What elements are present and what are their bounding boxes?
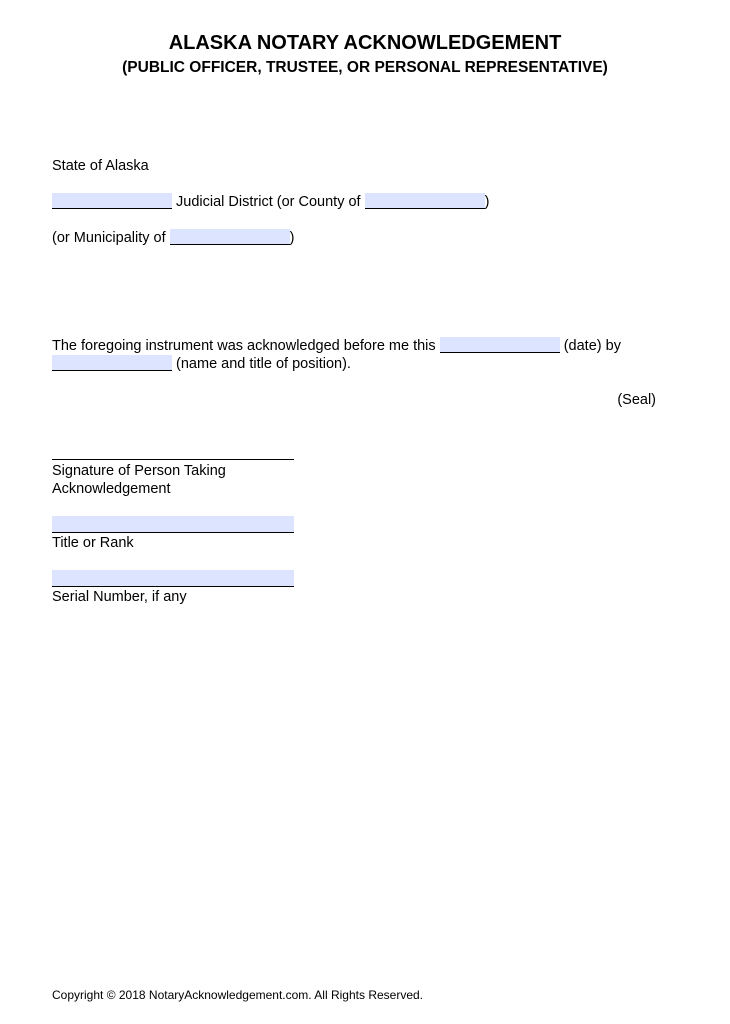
judicial-district-label: Judicial District (or County of bbox=[176, 194, 361, 210]
municipality-field[interactable] bbox=[170, 229, 290, 245]
date-label: (date) by bbox=[563, 338, 621, 354]
copyright-footer: Copyright © 2018 NotaryAcknowledgement.com. All Rights Reserved. bbox=[52, 988, 424, 1002]
state-label: State of Alaska bbox=[52, 158, 149, 174]
page-subtitle: (PUBLIC OFFICER, TRUSTEE, OR PERSONAL REPRESENTATIVE) bbox=[122, 59, 608, 76]
judicial-district-field[interactable] bbox=[52, 193, 172, 209]
name-title-field[interactable] bbox=[52, 355, 172, 371]
name-title-label: (name and title of position). bbox=[176, 356, 351, 372]
signature-line[interactable] bbox=[52, 459, 294, 460]
acknowledgement-line-2 bbox=[52, 355, 351, 373]
close-paren: ) bbox=[289, 230, 295, 246]
serial-number-label: Serial Number, if any bbox=[52, 589, 187, 605]
page-title: ALASKA NOTARY ACKNOWLEDGEMENT bbox=[168, 32, 562, 54]
municipality-label: (or Municipality of bbox=[52, 230, 166, 246]
title-rank-label: Title or Rank bbox=[52, 535, 134, 551]
serial-number-field[interactable] bbox=[52, 570, 294, 587]
title-rank-field[interactable] bbox=[52, 516, 294, 533]
close-paren: ) bbox=[484, 194, 490, 210]
judicial-district-row bbox=[52, 193, 489, 211]
municipality-row bbox=[52, 229, 295, 247]
county-field[interactable] bbox=[365, 193, 485, 209]
signature-label-cont: Acknowledgement bbox=[52, 481, 171, 497]
signature-label: Signature of Person Taking bbox=[52, 463, 226, 479]
date-field[interactable] bbox=[440, 337, 560, 353]
seal-label: (Seal) bbox=[617, 392, 656, 408]
acknowledgement-line-1 bbox=[52, 337, 621, 355]
acknowledged-text: The foregoing instrument was acknowledged before me this bbox=[52, 338, 436, 354]
